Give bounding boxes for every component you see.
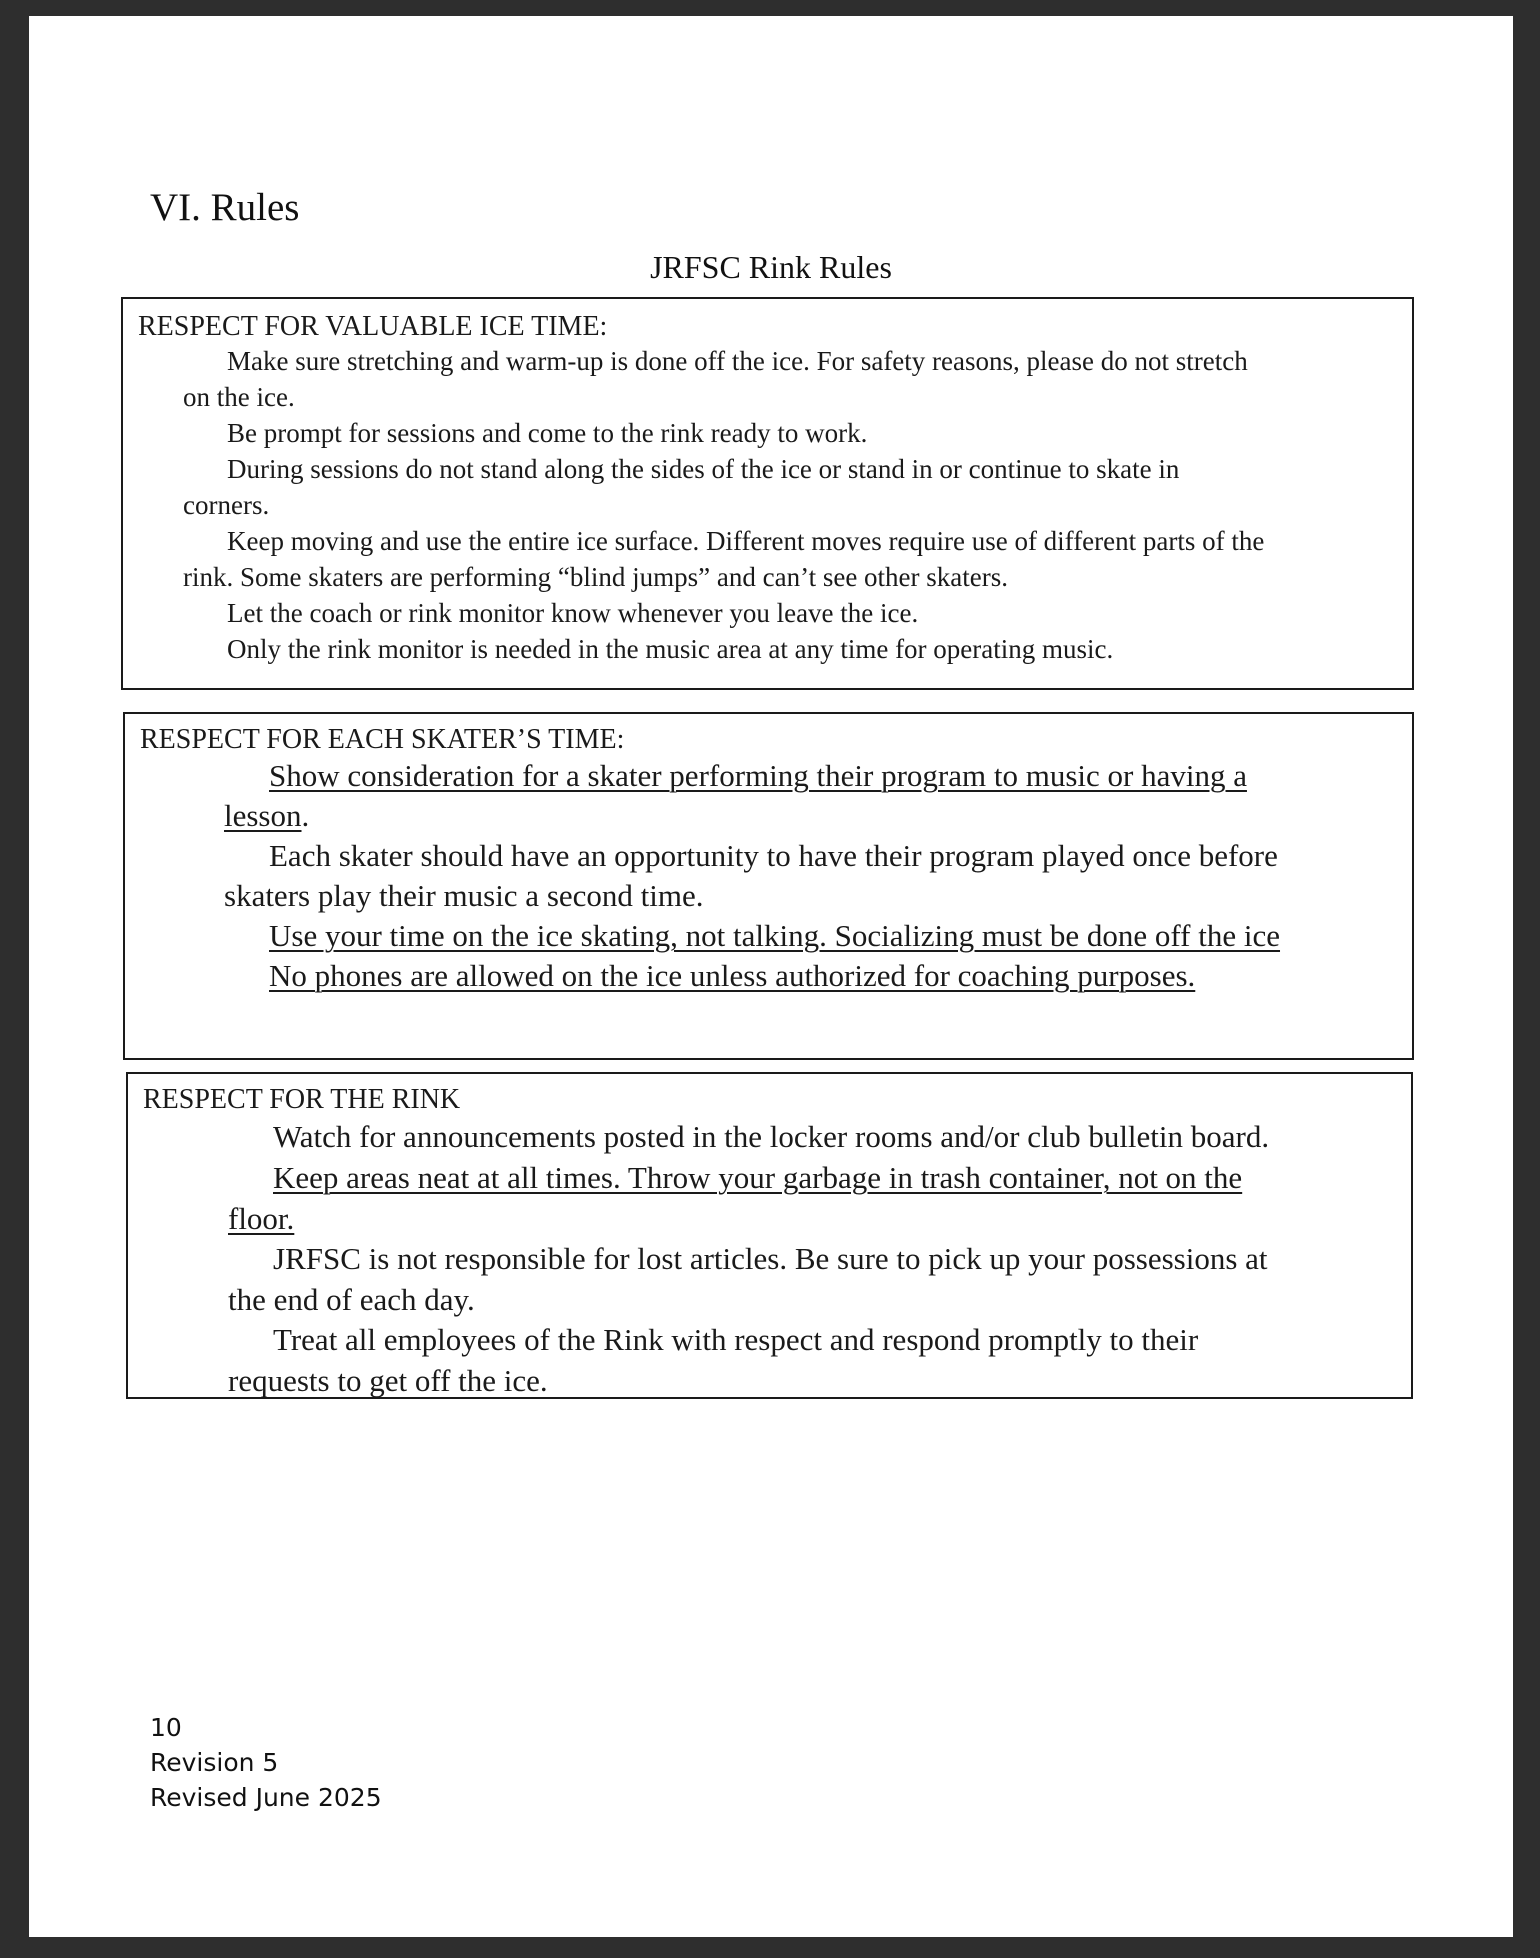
document-page <box>29 16 1513 1937</box>
rule-item <box>227 595 918 631</box>
rule-line: Only the rink monitor is needed in the music area at any time for operating music. <box>227 634 1114 664</box>
rule-line-continued: the end of each day. <box>228 1282 475 1317</box>
page-number: 10 <box>150 1713 182 1742</box>
document-title <box>29 251 1513 283</box>
rule-line: Treat all employees of the Rink with respect and respond promptly to their <box>273 1322 1199 1357</box>
rule-line-continued: on the ice. <box>183 382 295 412</box>
rule-item <box>228 1319 1199 1401</box>
page-footer <box>150 1710 382 1815</box>
rule-line: Watch for announcements posted in the locker rooms and/or club bulletin board. <box>273 1119 1270 1154</box>
rules-box-rink <box>126 1072 1413 1399</box>
rule-item <box>273 1116 1269 1157</box>
rule-line: During sessions do not stand along the sides of the ice or stand in or continue to skate in <box>227 454 1180 484</box>
rule-line: Keep areas neat at all times. Throw your garbage in trash container, not on the <box>273 1160 1243 1195</box>
rule-item <box>227 631 1113 667</box>
rule-line-continued: rink. Some skaters are performing “blind jumps” and can’t see other skaters. <box>183 562 1009 592</box>
rule-item <box>183 451 1180 523</box>
rule-line-continued <box>224 796 1247 836</box>
revised-date: Revised June 2025 <box>150 1783 382 1812</box>
rules-box-ice-time <box>121 297 1414 690</box>
rule-item <box>228 1157 1243 1239</box>
rules-box-skater-time <box>123 712 1414 1060</box>
section-heading: VI. Rules <box>150 186 300 229</box>
rule-item <box>228 1238 1268 1320</box>
rule-line: Use your time on the ice skating, not talking. Socializing must be done off the ice <box>269 918 1281 953</box>
rule-line: No phones are allowed on the ice unless authorized for coaching purposes. <box>269 958 1196 993</box>
box-heading: RESPECT FOR THE RINK <box>143 1084 461 1115</box>
rule-line-suffix: . <box>301 798 310 833</box>
rule-line-continued: requests to get off the ice. <box>228 1363 548 1398</box>
rule-item <box>227 415 867 451</box>
rule-item <box>269 916 1280 956</box>
rule-line: Show consideration for a skater performing their program to music or having a <box>269 758 1247 793</box>
rule-line: Keep moving and use the entire ice surface. Different moves require use of different parts of the <box>227 526 1265 556</box>
rule-item <box>269 956 1195 996</box>
box-heading: RESPECT FOR VALUABLE ICE TIME: <box>138 311 608 342</box>
box-heading: RESPECT FOR EACH SKATER’S TIME: <box>140 724 625 755</box>
rule-item <box>183 523 1265 595</box>
rule-line: Be prompt for sessions and come to the rink ready to work. <box>227 418 868 448</box>
document-title-text: JRFSC Rink Rules <box>650 249 892 285</box>
rule-line-continued: floor. <box>228 1201 295 1236</box>
rule-line: JRFSC is not responsible for lost articles. Be sure to pick up your possessions at <box>273 1241 1268 1276</box>
rule-line-continued: skaters play their music a second time. <box>224 878 704 913</box>
rule-line-continued-underlined: lesson <box>224 798 302 833</box>
rule-item <box>224 756 1247 836</box>
rule-line: Let the coach or rink monitor know whenever you leave the ice. <box>227 598 919 628</box>
rule-item <box>224 836 1278 916</box>
rule-item <box>183 343 1248 415</box>
rule-line: Make sure stretching and warm-up is done off the ice. For safety reasons, please do not stretch <box>227 346 1248 376</box>
revision-label: Revision 5 <box>150 1748 279 1777</box>
rule-line-continued: corners. <box>183 490 270 520</box>
rule-line: Each skater should have an opportunity to have their program played once before <box>269 838 1278 873</box>
